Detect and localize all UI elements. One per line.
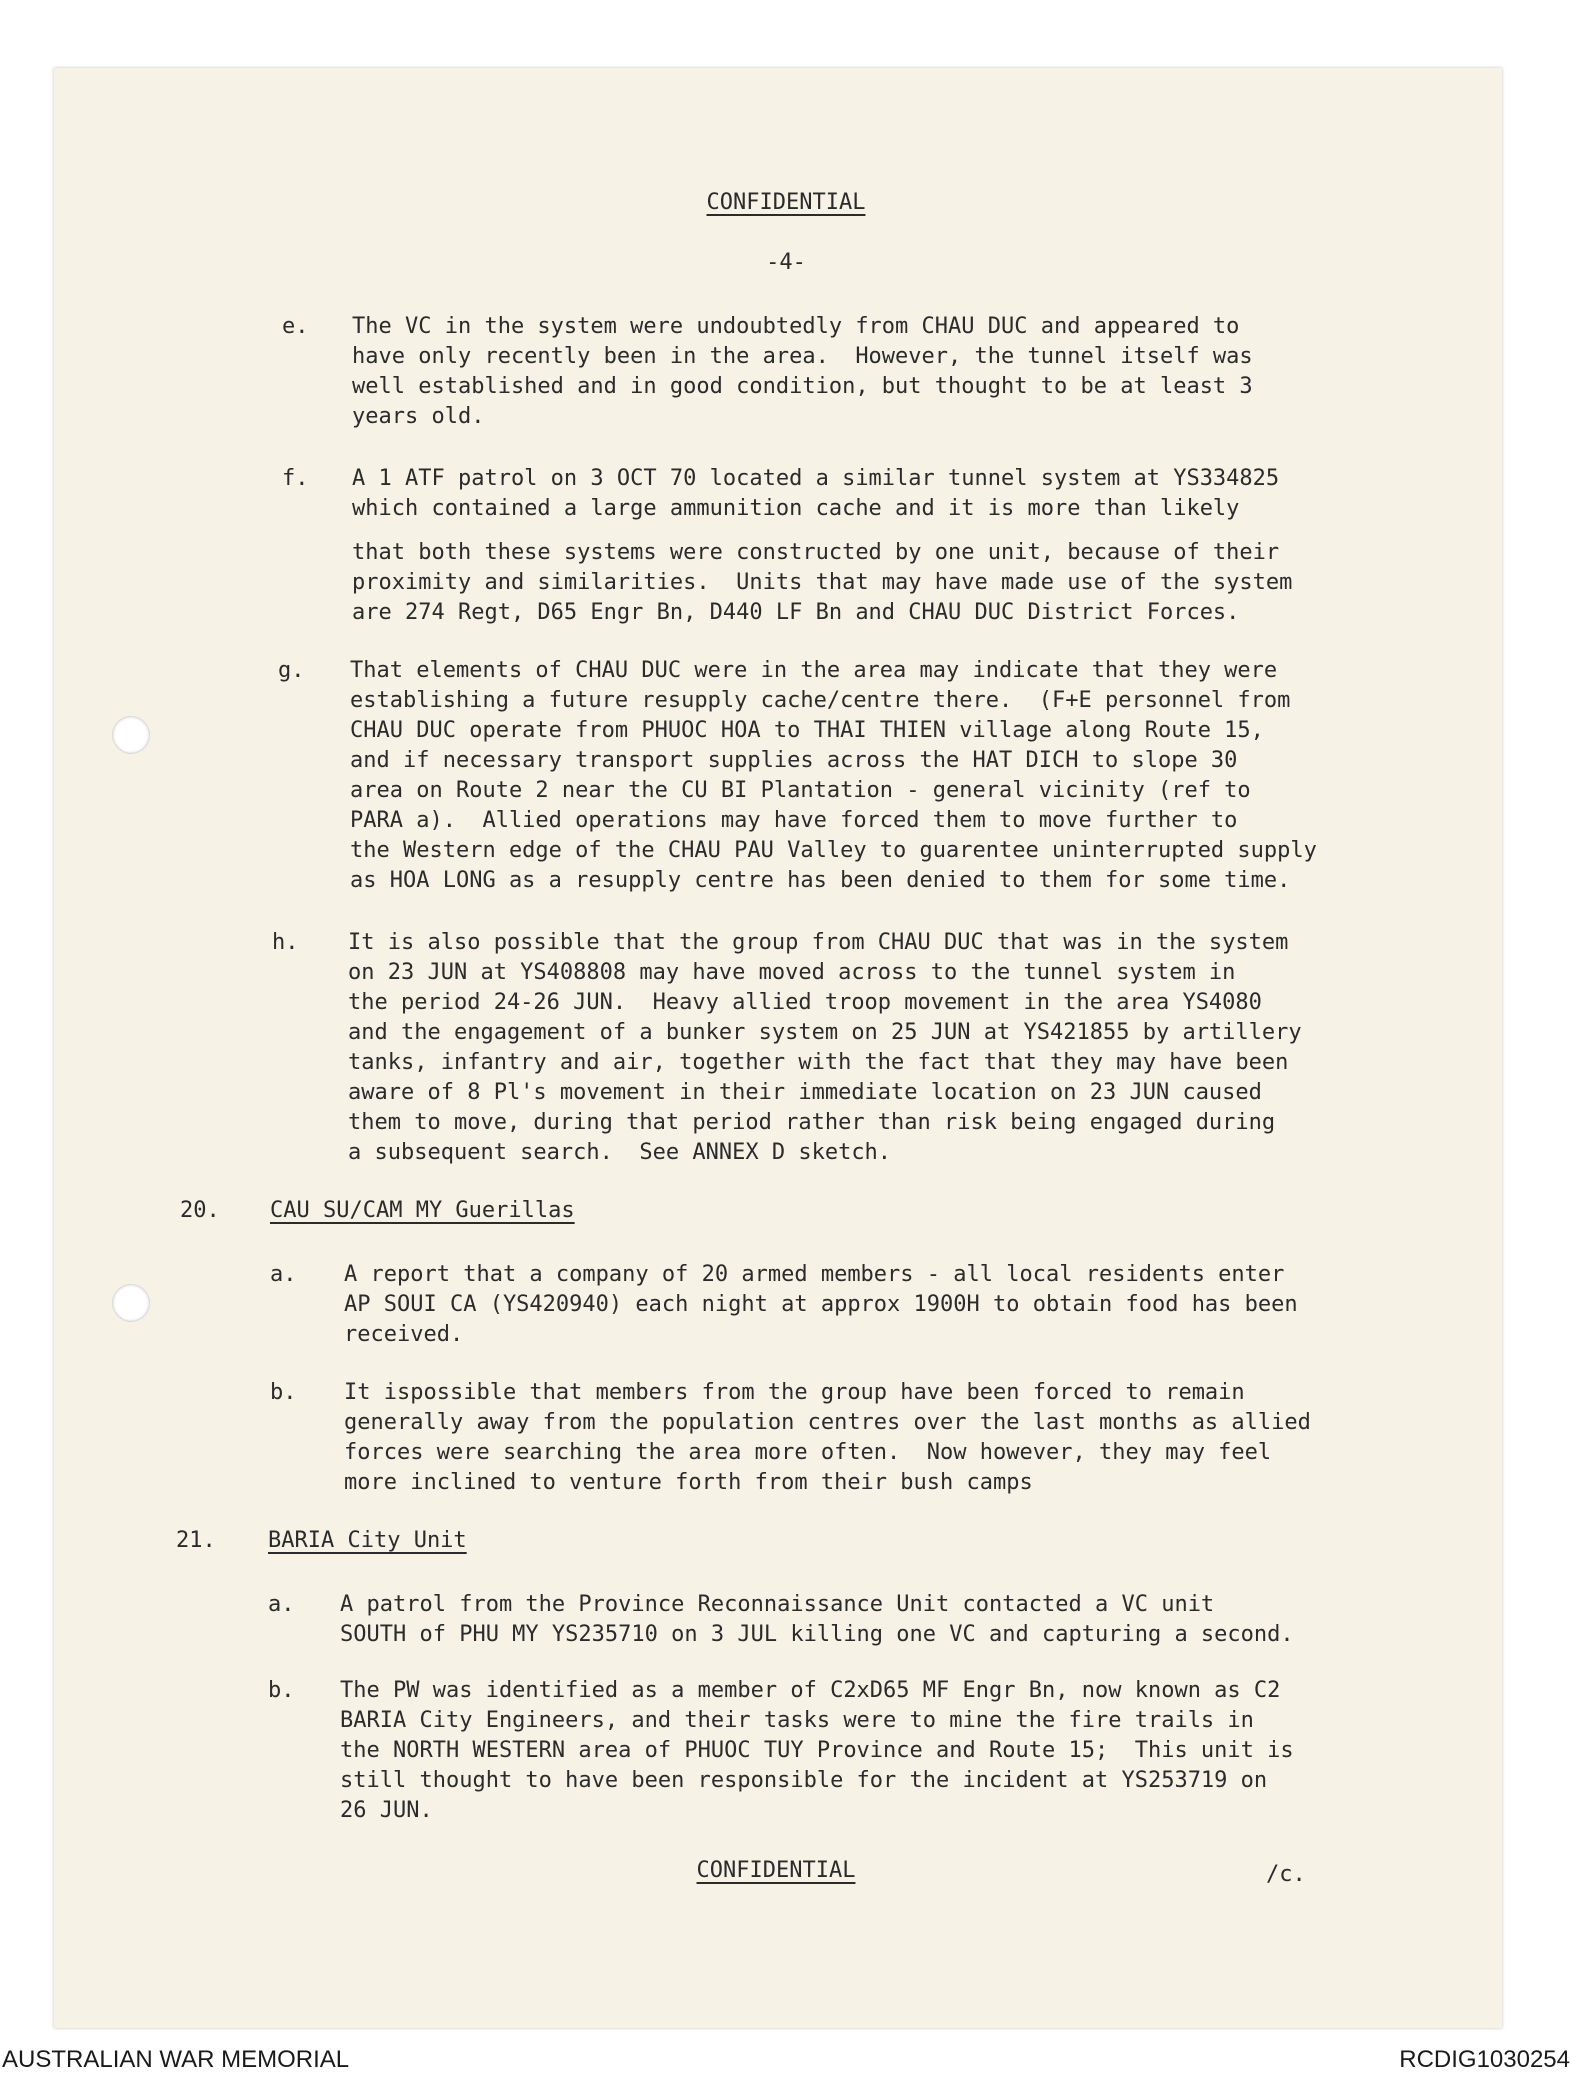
continuation-mark: /c. xyxy=(1266,1862,1306,1887)
archive-reference: RCDIG1030254 xyxy=(1399,2046,1570,2073)
para-21a-text: A patrol from the Province Reconnaissance Unit contacted a VC unit SOUTH of PHU MY YS235710 on 3 JUL killing one VC and capturing a second. xyxy=(340,1592,1294,1647)
item-e-text: The VC in the system were undoubtedly from CHAU DUC and appeared to have only recently been in the area. However, the tunnel itself was well established and in good condition, but thought to be at least 3 years old. xyxy=(352,314,1253,429)
header-classification: CONFIDENTIAL xyxy=(706,190,866,215)
para-20-heading: CAU SU/CAM MY Guerillas xyxy=(270,1198,575,1223)
para-20b-text: It ispossible that members from the group have been forced to remain generally away from the population centres over the last months as allied forces were searching the area more often. Now however, they may feel more inclined to venture forth from their bush camps xyxy=(344,1380,1311,1495)
punch-hole-lower xyxy=(112,1284,150,1322)
item-h-label: h. xyxy=(272,930,299,955)
para-20-number: 20. xyxy=(180,1198,220,1223)
item-f-text: A 1 ATF patrol on 3 OCT 70 located a similar tunnel system at YS334825 which contained a large ammunition cache and it is more than likely xyxy=(352,466,1280,521)
para-20a-label: a. xyxy=(270,1262,297,1287)
para-21-heading: BARIA City Unit xyxy=(268,1528,467,1553)
punch-hole-upper xyxy=(112,716,150,754)
para-20a-text: A report that a company of 20 armed members - all local residents enter AP SOUI CA (YS420940) each night at approx 1900H to obtain food has been received. xyxy=(344,1262,1298,1347)
para-20b-label: b. xyxy=(270,1380,297,1405)
para-21b-text: The PW was identified as a member of C2xD65 MF Engr Bn, now known as C2 BARIA City Engineers, and their tasks were to mine the fire trails in the NORTH WESTERN area of PHUOC TUY Province and Route 15; This unit is still thought to have been responsible for the incident at YS253719 on 26 JUN. xyxy=(340,1678,1294,1823)
para-21a-label: a. xyxy=(268,1592,295,1617)
item-e-label: e. xyxy=(282,314,309,339)
page-number: -4- xyxy=(766,250,806,275)
archive-institution: AUSTRALIAN WAR MEMORIAL xyxy=(2,2046,350,2073)
para-21-number: 21. xyxy=(176,1528,216,1553)
para-21b-label: b. xyxy=(268,1678,295,1703)
footer-classification: CONFIDENTIAL xyxy=(696,1858,856,1883)
item-f-text-continued: that both these systems were constructed by one unit, because of their proximity and similarities. Units that may have made use of the system are 274 Regt, D65 Engr Bn, D440 LF Bn and CHAU DUC District Forces. xyxy=(352,540,1293,625)
item-g-label: g. xyxy=(278,658,305,683)
item-h-text: It is also possible that the group from CHAU DUC that was in the system on 23 JUN at YS408808 may have moved across to the tunnel system in the period 24-26 JUN. Heavy allied troop movement in the area YS4080 and the engagement of a bunker system on 25 JUN at YS421855 by artillery tanks, infantry and air, together with the fact that they may have been aware of 8 Pl's movement in their immediate location on 23 JUN caused them to move, during that period rather than risk being engaged during a subsequent search. See ANNEX D sketch. xyxy=(348,930,1302,1165)
item-g-text: That elements of CHAU DUC were in the area may indicate that they were establishing a future resupply cache/centre there. (F+E personnel from CHAU DUC operate from PHUOC HOA to THAI THIEN village along Route 15, and if necessary transport supplies across the HAT DICH to slope 30 area on Route 2 near the CU BI Plantation - general vicinity (ref to PARA a). Allied operations may have forced them to move further to the Western edge of the CHAU PAU Valley to guarentee uninterrupted supply as HOA LONG as a resupply centre has been denied to them for some time. xyxy=(350,658,1317,893)
item-f-label: f. xyxy=(282,466,309,491)
